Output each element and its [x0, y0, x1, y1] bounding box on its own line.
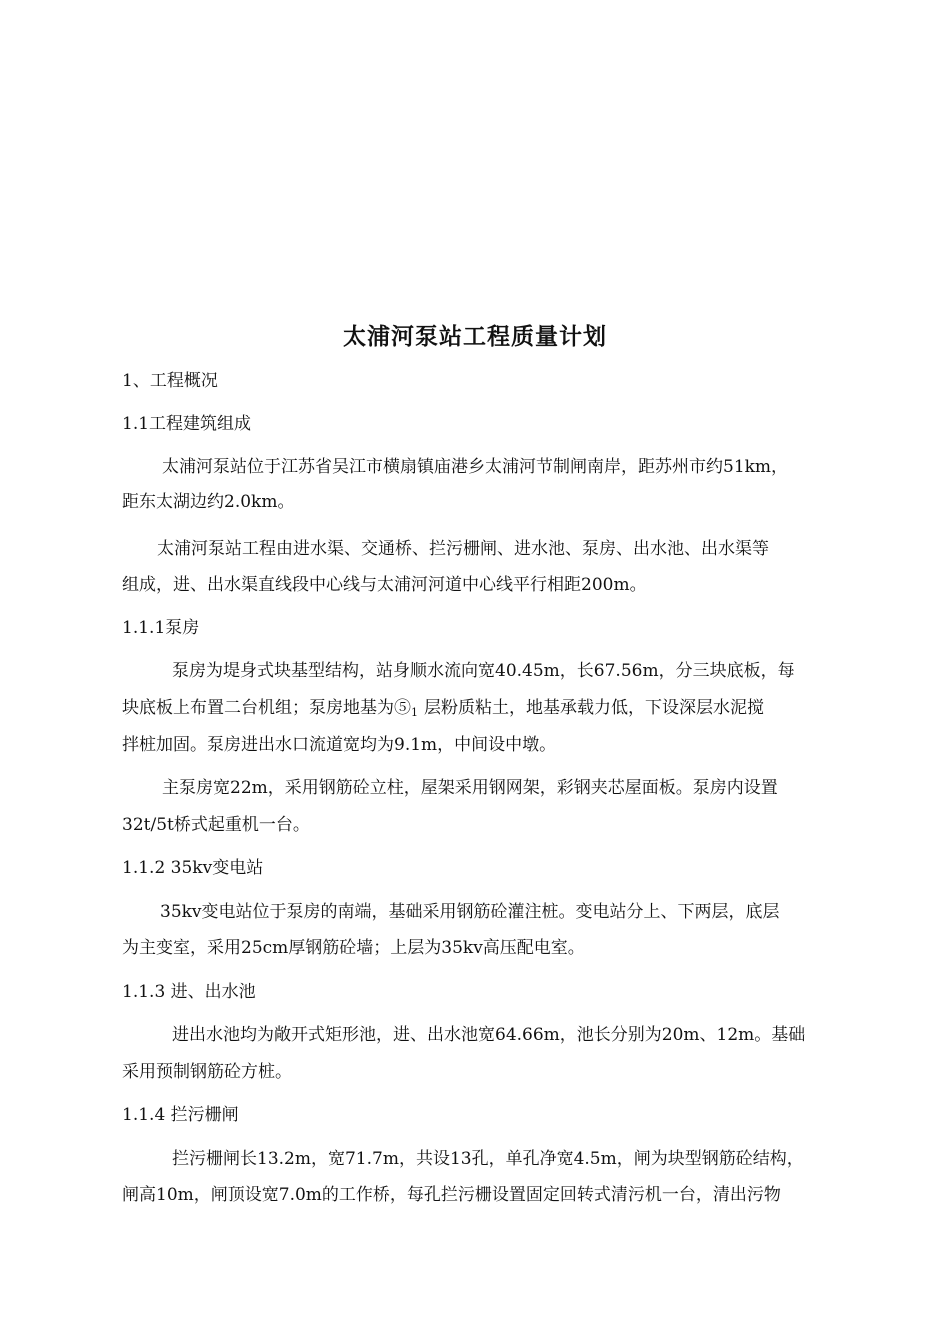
paragraph-main-pumphouse-line-2: 32t/5t桥式起重机一台。 [122, 815, 310, 835]
paragraph-composition-line-1: 太浦河泵站工程由进水渠、交通桥、拦污栅闸、进水池、泵房、出水池、出水渠等 [157, 539, 769, 559]
paragraph-trashrack-line-2: 闸高10m，闸顶设宽7.0m的工作桥，每孔拦污栅设置固定回转式清污机一台，清出污物 [122, 1185, 781, 1205]
paragraph-trashrack-line-1: 拦污栅闸长13.2m，宽71.7m，共设13孔，单孔净宽4.5m，闸为块型钢筋砼结构， [172, 1149, 804, 1169]
paragraph-pumphouse-line-3: 拌桩加固。泵房进出水口流道宽均为9.1m，中间设中墩。 [122, 735, 557, 755]
section-heading-1: 1、工程概况 [122, 371, 218, 391]
paragraph-location-line-1: 太浦河泵站位于江苏省吴江市横扇镇庙港乡太浦河节制闸南岸，距苏州市约51km， [162, 457, 789, 477]
paragraph-pumphouse-line-2-text: 块底板上布置二台机组；泵房地基为⑤ [122, 698, 411, 718]
paragraph-substation-line-2: 为主变室，采用25cm厚钢筋砼墙；上层为35kv高压配电室。 [122, 938, 585, 958]
soil-layer-subscript: 1 [411, 706, 418, 719]
paragraph-substation-line-1: 35kv变电站位于泵房的南端，基础采用钢筋砼灌注桩。变电站分上、下两层，底层 [160, 902, 780, 922]
paragraph-pools-line-2: 采用预制钢筋砼方桩。 [122, 1062, 292, 1082]
section-heading-1-1-3: 1.1.3 进、出水池 [122, 982, 256, 1002]
section-heading-1-1-1: 1.1.1泵房 [122, 618, 200, 638]
document-title: 太浦河泵站工程质量计划 [343, 323, 607, 350]
paragraph-pumphouse-line-1: 泵房为堤身式块基型结构，站身顺水流向宽40.45m，长67.56m，分三块底板，每 [172, 661, 795, 681]
section-heading-1-1-4: 1.1.4 拦污栅闸 [122, 1105, 239, 1125]
section-heading-1-1-2: 1.1.2 35kv变电站 [122, 858, 264, 878]
paragraph-main-pumphouse-line-1: 主泵房宽22m，采用钢筋砼立柱，屋架采用钢网架，彩钢夹芯屋面板。泵房内设置 [162, 778, 778, 798]
paragraph-pumphouse-line-2-rest: 层粉质粘土，地基承载力低，下设深层水泥搅 [424, 698, 764, 718]
paragraph-pumphouse-line-2 [122, 697, 764, 724]
paragraph-location-line-2: 距东太湖边约2.0km。 [122, 492, 295, 512]
paragraph-pools-line-1: 进出水池均为敞开式矩形池，进、出水池宽64.66m，池长分别为20m、12m。基础 [172, 1025, 806, 1045]
section-heading-1-1: 1.1工程建筑组成 [122, 414, 252, 434]
paragraph-composition-line-2: 组成，进、出水渠直线段中心线与太浦河河道中心线平行相距200m。 [122, 575, 647, 595]
